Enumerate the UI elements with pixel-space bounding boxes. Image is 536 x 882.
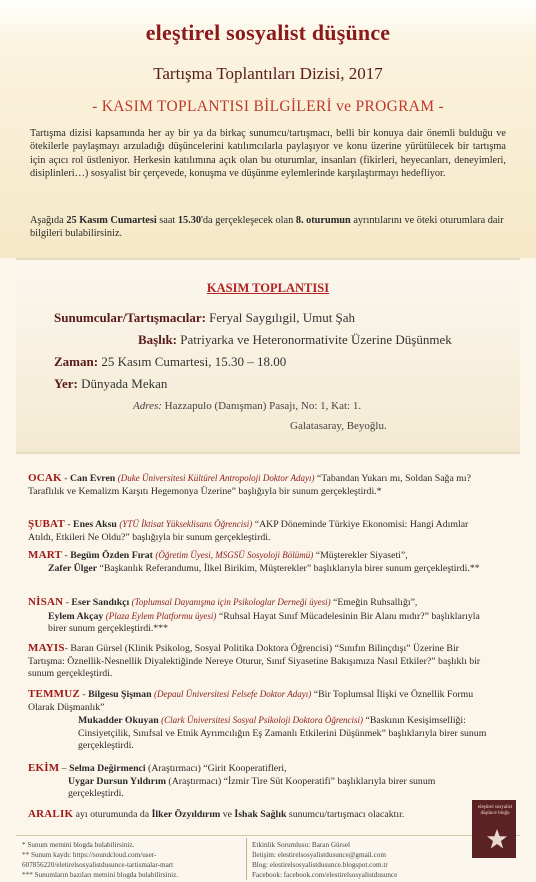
star-icon <box>486 828 508 850</box>
meeting-title: KASIM TOPLANTISI <box>206 281 330 295</box>
meeting-address: Adres: Hazzapulo (Danışman) Pasajı, No: 1, Kat: 1. <box>133 400 362 412</box>
footer-notes: * Sunum metnini blogda bulabilirsiniz. ** Sunum kaydı: https://soundcloud.com/user- 607856220/eletirelsosyalistdusunce-tartismalar-mart *** Sunumların bazıları metnini blogda bulabilirsiniz. <box>22 841 179 879</box>
divider-top <box>16 258 520 260</box>
contact-facebook-link[interactable]: Facebook: facebook.com/elestirelsosyalistdusunce <box>252 871 398 879</box>
intro-date: 25 Kasım Cumartesi <box>66 215 157 226</box>
program-item-aralik: ARALIK ayı oturumunda da İlker Özyıldırım ve İshak Sağlık sunumcu/tartışmacı olacaktır. <box>28 808 405 820</box>
program-item-nisan: NİSAN - Eser Sandıkçı (Toplumsal Dayanışma için Psikologlar Derneği üyesi) “Emeğin Ruhsallığı”, Eylem Akçay (Plaza Eylem Platformu üyesi) “Ruhsal Hayat Sınıf Mücadelesinin Bir Alanı mıdır?” başlıklarıyla birer sunum gerçekleştirdi.*** <box>28 596 480 635</box>
program-item-subat: ŞUBAT - Enes Aksu (YTÜ İktisat Yükseklisans Öğrencisi) “AKP Döneminde Türkiye Ekonomisi: Hangi Adımlar Atıldı, Etkileri Ne Oldu?” başlığıyla bir sunum gerçekleştirdi. <box>28 518 469 543</box>
meeting-place: Yer: Dünyada Mekan <box>54 376 168 391</box>
divider-middle <box>16 452 520 454</box>
meeting-speakers: Sunumcular/Tartışmacılar: Feryal Saygılıgil, Umut Şah <box>54 310 356 325</box>
intro-info: Aşağıda 25 Kasım Cumartesi saat 15.30'da gerçekleşecek olan 8. oturumun ayrıntılarını ve öteki oturumlara dair bilgileri bulabilirsiniz. <box>30 215 504 240</box>
blog-logo-text: eleştirel sosyalist düşünce bloğu <box>477 805 513 816</box>
intro-time: 15.30 <box>177 215 202 226</box>
program-item-ekim: EKİM – Selma Değirmenci (Araştırmacı) “Girit Kooperatifleri, Uygar Dursun Yıldırım (Araştırmacı) “İzmir Tire Süt Kooperatifi” başlıklarıyla birer sunum gerçekleştirdi. <box>28 762 436 800</box>
section-heading: - KASIM TOPLANTISI BİLGİLERİ ve PROGRAM - <box>92 98 444 115</box>
program-item-ocak: OCAK - Can Evren (Duke Üniversitesi Kültürel Antropoloji Doktor Adayı) “Tabandan Yukarı mı, Soldan Sağa mı? Taraflılık ve Kemalizm Karşıtı Hegemonya Üzerine” başlığıyla bir sunum gerçekleştirdi.* <box>28 472 471 497</box>
meeting-address-2: Galatasaray, Beyoğlu. <box>290 420 387 432</box>
intro-session: 8. oturumun <box>295 215 351 226</box>
page-title: eleştirel sosyalist düşünce <box>145 20 391 45</box>
meeting-topic: Başlık: Patriyarka ve Heteronormativite Üzerine Düşünmek <box>138 332 452 347</box>
contact-blog-link[interactable]: Blog: elestirelsosyalistdusunce.blogspot.com.tr <box>252 861 388 869</box>
page-subtitle: Tartışma Toplantıları Dizisi, 2017 <box>153 64 383 83</box>
meeting-time: Zaman: 25 Kasım Cumartesi, 15.30 – 18.00 <box>54 354 287 369</box>
program-item-mayis: MAYIS- Baran Gürsel (Klinik Psikolog, Sosyal Politika Doktora Öğrencisi) “Sınıfın Bilinçdışı” Üzerine Bir Tartışma: Öznellik-Nesnellik Diyalektiğinde Nereye Oturur, Sınıf Siyasetine Bakışımıza Nasıl Etkiler?” başlıklı bir sunum gerçekleştirdi. <box>28 642 481 680</box>
intro-paragraph: Tartışma dizisi kapsamında her ay bir ya da birkaç sunumcu/tartışmacı, belli bir konuya dair önemli bulduğu ve ötekilerle paylaşmayı arzuladığı düşüncelerini katılımcılarla paylaşıyor ve konu üzerine yürütülecek bir tartışma için açıcı rol üstleniyor. Herkesin katılımına açık olan bu oturumlar, insanları (fikirleri, heyecanları, deneyimleri, disiplinleri…) sosyalist bir çerçevede, konuşma ve düşünme eylemlerinde karşılaştırmayı hedefliyor. <box>30 128 506 180</box>
footer-contact: Etkinlik Sorumlusu: Baran Gürsel İletişim: elestirelsosyalistdusunce@gmail.com Blog: elestirelsosyalistdusunce.blogspot.com.tr Facebook: facebook.com/elestirelsosyalistdusunce <box>252 841 398 879</box>
contact-email[interactable]: İletişim: elestirelsosyalistdusunce@gmail.com <box>252 851 386 859</box>
program-item-temmuz: TEMMUZ - Bilgesu Şişman (Depaul Üniversitesi Felsefe Doktor Adayı) “Bir Toplumsal İlişki ve Öznellik Formu Olarak Düşmanlık” Mukadder Okuyan (Clark Üniversitesi Sosyal Psikoloji Doktora Öğrencisi) “Baskının Kesişimselliği: Cinsiyetçilik, Sınıfsal ve Etnik Ayrımcılığın Eş Zamanlı Etkilerini Düşünmek” başlıklarıyla birer sunum gerçekleştirdi. <box>28 688 487 752</box>
footer-separator <box>246 838 247 880</box>
program-item-mart: MART - Begüm Özden Fırat (Öğretim Üyesi, MSGSÜ Sosyoloji Bölümü) “Müşterekler Siyaseti”, Zafer Ülger “Başkanlık Referandumu, İlkel Birikim, Müşterekler” başlıklarıyla birer sunum gerçekleştirdi.** <box>28 549 480 574</box>
